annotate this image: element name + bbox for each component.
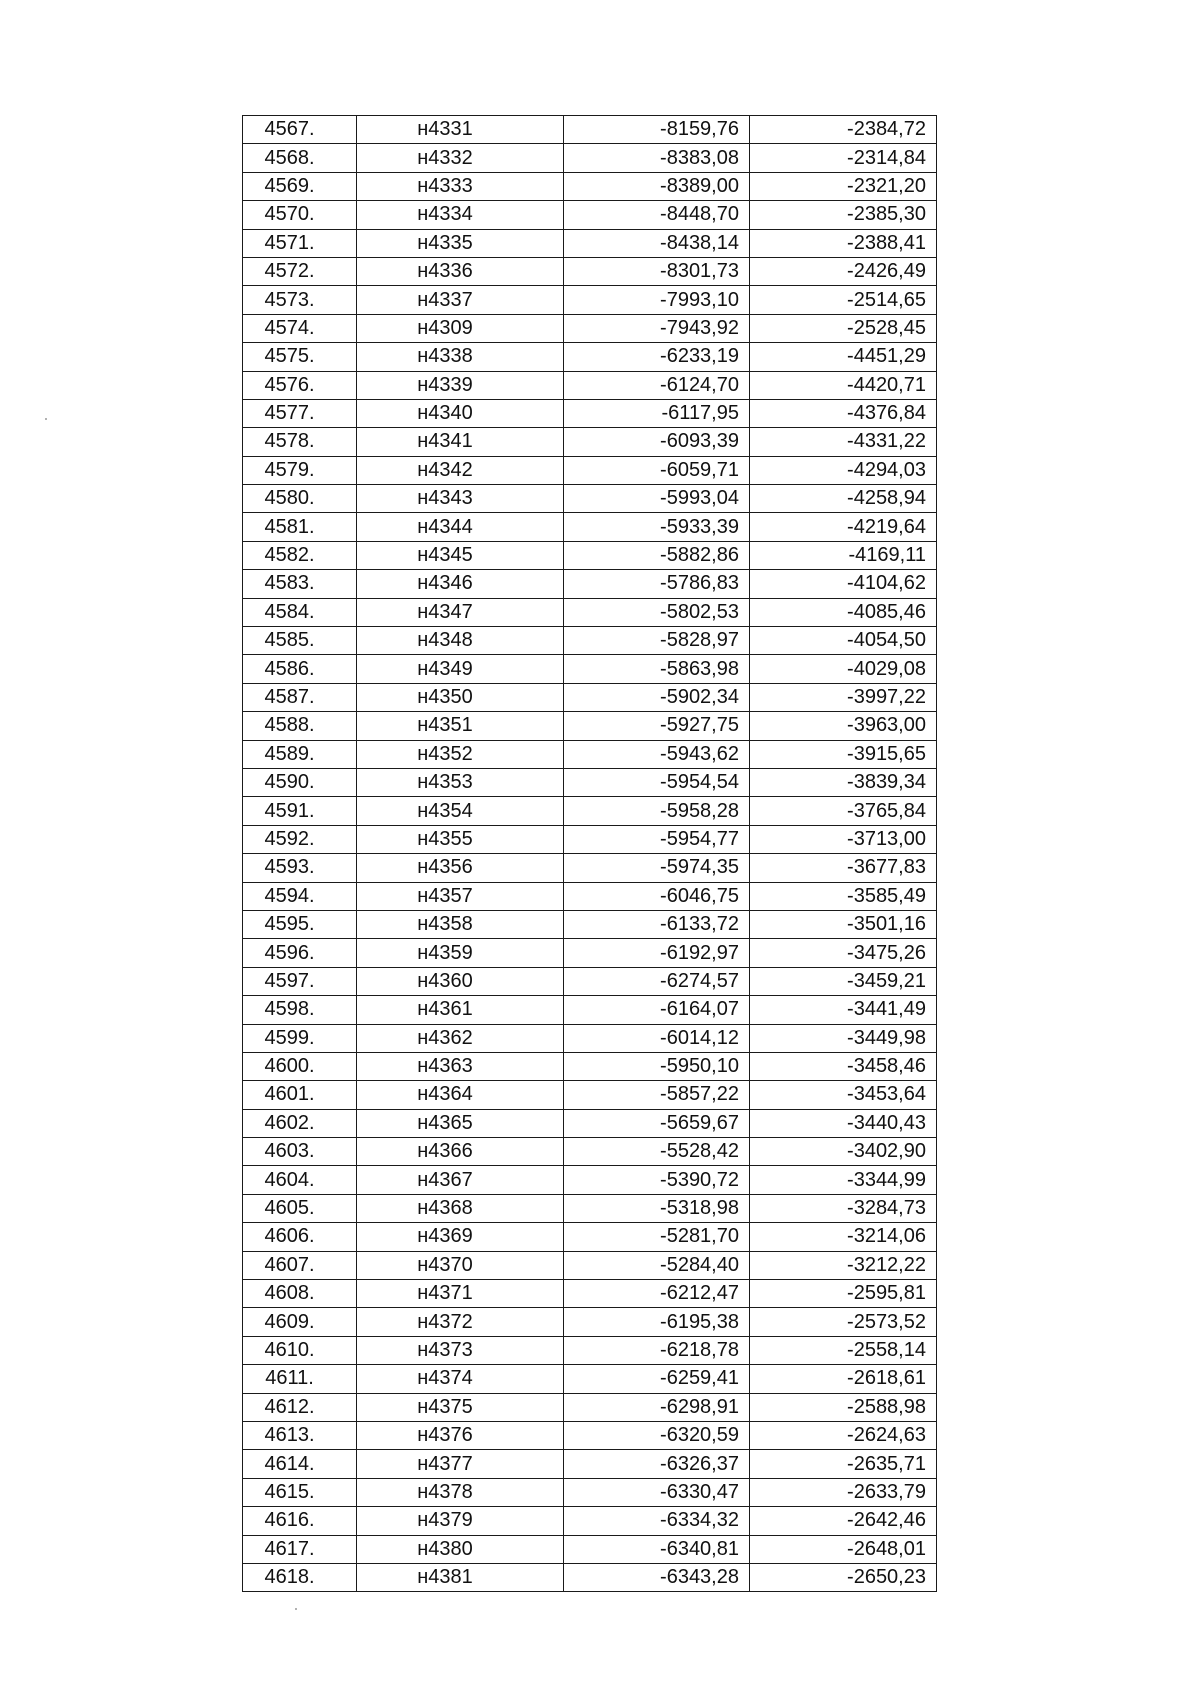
- table-row: [243, 712, 937, 740]
- point-name-cell: н4339: [357, 371, 564, 399]
- table-row: [243, 996, 937, 1024]
- point-name-cell: н4353: [357, 768, 564, 796]
- x-coordinate-cell: -6093,39: [564, 428, 750, 456]
- x-coordinate-cell: -6334,32: [564, 1507, 750, 1535]
- point-name-cell: н4365: [357, 1109, 564, 1137]
- table-row: [243, 683, 937, 711]
- y-coordinate-cell: -3453,64: [750, 1081, 937, 1109]
- point-name-cell: н4370: [357, 1251, 564, 1279]
- table-row: [243, 1194, 937, 1222]
- y-coordinate-cell: -2595,81: [750, 1280, 937, 1308]
- x-coordinate-cell: -8438,14: [564, 229, 750, 257]
- row-number-cell: 4580.: [243, 485, 357, 513]
- table-row: [243, 740, 937, 768]
- row-number-cell: 4596.: [243, 939, 357, 967]
- point-name-cell: н4354: [357, 797, 564, 825]
- y-coordinate-cell: -4219,64: [750, 513, 937, 541]
- row-number-cell: 4583.: [243, 570, 357, 598]
- row-number-cell: 4616.: [243, 1507, 357, 1535]
- table-row: [243, 1166, 937, 1194]
- point-name-cell: н4340: [357, 399, 564, 427]
- y-coordinate-cell: -4054,50: [750, 627, 937, 655]
- y-coordinate-cell: -3501,16: [750, 910, 937, 938]
- point-name-cell: н4371: [357, 1280, 564, 1308]
- y-coordinate-cell: -3713,00: [750, 825, 937, 853]
- point-name-cell: н4369: [357, 1223, 564, 1251]
- table-row: [243, 1024, 937, 1052]
- table-row: [243, 768, 937, 796]
- y-coordinate-cell: -2633,79: [750, 1478, 937, 1506]
- point-name-cell: н4336: [357, 257, 564, 285]
- row-number-cell: 4569.: [243, 172, 357, 200]
- table-row: [243, 314, 937, 342]
- table-row: [243, 655, 937, 683]
- row-number-cell: 4607.: [243, 1251, 357, 1279]
- table-row: [243, 456, 937, 484]
- scan-speck: [45, 418, 47, 420]
- x-coordinate-cell: -6298,91: [564, 1393, 750, 1421]
- point-name-cell: н4358: [357, 910, 564, 938]
- x-coordinate-cell: -5659,67: [564, 1109, 750, 1137]
- y-coordinate-cell: -2642,46: [750, 1507, 937, 1535]
- point-name-cell: н4343: [357, 485, 564, 513]
- point-name-cell: н4380: [357, 1535, 564, 1563]
- table-row: [243, 1223, 937, 1251]
- x-coordinate-cell: -5950,10: [564, 1052, 750, 1080]
- point-name-cell: н4364: [357, 1081, 564, 1109]
- row-number-cell: 4571.: [243, 229, 357, 257]
- point-name-cell: н4378: [357, 1478, 564, 1506]
- y-coordinate-cell: -4104,62: [750, 570, 937, 598]
- y-coordinate-cell: -4029,08: [750, 655, 937, 683]
- table-row: [243, 371, 937, 399]
- coordinates-table: [242, 115, 937, 1592]
- row-number-cell: 4598.: [243, 996, 357, 1024]
- y-coordinate-cell: -4376,84: [750, 399, 937, 427]
- y-coordinate-cell: -3344,99: [750, 1166, 937, 1194]
- point-name-cell: н4359: [357, 939, 564, 967]
- row-number-cell: 4567.: [243, 116, 357, 144]
- table-row: [243, 399, 937, 427]
- row-number-cell: 4594.: [243, 882, 357, 910]
- y-coordinate-cell: -3284,73: [750, 1194, 937, 1222]
- table-row: [243, 428, 937, 456]
- point-name-cell: н4338: [357, 343, 564, 371]
- table-row: [243, 201, 937, 229]
- point-name-cell: н4356: [357, 854, 564, 882]
- y-coordinate-cell: -4294,03: [750, 456, 937, 484]
- point-name-cell: н4332: [357, 144, 564, 172]
- table-row: [243, 286, 937, 314]
- point-name-cell: н4373: [357, 1336, 564, 1364]
- y-coordinate-cell: -3440,43: [750, 1109, 937, 1137]
- row-number-cell: 4587.: [243, 683, 357, 711]
- row-number-cell: 4570.: [243, 201, 357, 229]
- point-name-cell: н4346: [357, 570, 564, 598]
- point-name-cell: н4345: [357, 541, 564, 569]
- table-row: [243, 570, 937, 598]
- point-name-cell: н4333: [357, 172, 564, 200]
- table-row: [243, 910, 937, 938]
- point-name-cell: н4375: [357, 1393, 564, 1421]
- x-coordinate-cell: -5281,70: [564, 1223, 750, 1251]
- y-coordinate-cell: -4258,94: [750, 485, 937, 513]
- y-coordinate-cell: -2426,49: [750, 257, 937, 285]
- table-row: [243, 144, 937, 172]
- row-number-cell: 4603.: [243, 1138, 357, 1166]
- x-coordinate-cell: -5528,42: [564, 1138, 750, 1166]
- y-coordinate-cell: -3585,49: [750, 882, 937, 910]
- point-name-cell: н4363: [357, 1052, 564, 1080]
- x-coordinate-cell: -5954,54: [564, 768, 750, 796]
- row-number-cell: 4575.: [243, 343, 357, 371]
- x-coordinate-cell: -6059,71: [564, 456, 750, 484]
- point-name-cell: н4368: [357, 1194, 564, 1222]
- x-coordinate-cell: -6212,47: [564, 1280, 750, 1308]
- x-coordinate-cell: -5974,35: [564, 854, 750, 882]
- row-number-cell: 4614.: [243, 1450, 357, 1478]
- row-number-cell: 4584.: [243, 598, 357, 626]
- row-number-cell: 4591.: [243, 797, 357, 825]
- point-name-cell: н4347: [357, 598, 564, 626]
- row-number-cell: 4606.: [243, 1223, 357, 1251]
- y-coordinate-cell: -2618,61: [750, 1365, 937, 1393]
- y-coordinate-cell: -4331,22: [750, 428, 937, 456]
- table-row: [243, 1507, 937, 1535]
- table-row: [243, 627, 937, 655]
- point-name-cell: н4352: [357, 740, 564, 768]
- y-coordinate-cell: -3212,22: [750, 1251, 937, 1279]
- y-coordinate-cell: -3441,49: [750, 996, 937, 1024]
- table-row: [243, 1336, 937, 1364]
- x-coordinate-cell: -7993,10: [564, 286, 750, 314]
- table-row: [243, 1109, 937, 1137]
- row-number-cell: 4572.: [243, 257, 357, 285]
- row-number-cell: 4611.: [243, 1365, 357, 1393]
- row-number-cell: 4592.: [243, 825, 357, 853]
- y-coordinate-cell: -3839,34: [750, 768, 937, 796]
- coordinates-table-body: [243, 116, 937, 1592]
- y-coordinate-cell: -4085,46: [750, 598, 937, 626]
- y-coordinate-cell: -3449,98: [750, 1024, 937, 1052]
- x-coordinate-cell: -6330,47: [564, 1478, 750, 1506]
- point-name-cell: н4381: [357, 1563, 564, 1591]
- row-number-cell: 4609.: [243, 1308, 357, 1336]
- table-row: [243, 1052, 937, 1080]
- table-row: [243, 1450, 937, 1478]
- x-coordinate-cell: -6124,70: [564, 371, 750, 399]
- x-coordinate-cell: -6192,97: [564, 939, 750, 967]
- x-coordinate-cell: -8448,70: [564, 201, 750, 229]
- y-coordinate-cell: -2388,41: [750, 229, 937, 257]
- point-name-cell: н4351: [357, 712, 564, 740]
- row-number-cell: 4604.: [243, 1166, 357, 1194]
- y-coordinate-cell: -2588,98: [750, 1393, 937, 1421]
- y-coordinate-cell: -2385,30: [750, 201, 937, 229]
- point-name-cell: н4348: [357, 627, 564, 655]
- row-number-cell: 4618.: [243, 1563, 357, 1591]
- row-number-cell: 4595.: [243, 910, 357, 938]
- point-name-cell: н4334: [357, 201, 564, 229]
- point-name-cell: н4379: [357, 1507, 564, 1535]
- table-row: [243, 1563, 937, 1591]
- row-number-cell: 4577.: [243, 399, 357, 427]
- y-coordinate-cell: -3458,46: [750, 1052, 937, 1080]
- x-coordinate-cell: -5786,83: [564, 570, 750, 598]
- x-coordinate-cell: -5958,28: [564, 797, 750, 825]
- row-number-cell: 4573.: [243, 286, 357, 314]
- point-name-cell: н4337: [357, 286, 564, 314]
- y-coordinate-cell: -3677,83: [750, 854, 937, 882]
- x-coordinate-cell: -5857,22: [564, 1081, 750, 1109]
- point-name-cell: н4342: [357, 456, 564, 484]
- y-coordinate-cell: -3459,21: [750, 967, 937, 995]
- table-row: [243, 598, 937, 626]
- table-row: [243, 1308, 937, 1336]
- x-coordinate-cell: -6195,38: [564, 1308, 750, 1336]
- y-coordinate-cell: -2321,20: [750, 172, 937, 200]
- y-coordinate-cell: -2558,14: [750, 1336, 937, 1364]
- point-name-cell: н4350: [357, 683, 564, 711]
- row-number-cell: 4597.: [243, 967, 357, 995]
- x-coordinate-cell: -5828,97: [564, 627, 750, 655]
- row-number-cell: 4608.: [243, 1280, 357, 1308]
- y-coordinate-cell: -2528,45: [750, 314, 937, 342]
- table-row: [243, 967, 937, 995]
- x-coordinate-cell: -5933,39: [564, 513, 750, 541]
- row-number-cell: 4602.: [243, 1109, 357, 1137]
- table-row: [243, 1251, 937, 1279]
- x-coordinate-cell: -6046,75: [564, 882, 750, 910]
- row-number-cell: 4585.: [243, 627, 357, 655]
- row-number-cell: 4610.: [243, 1336, 357, 1364]
- table-row: [243, 229, 937, 257]
- y-coordinate-cell: -3475,26: [750, 939, 937, 967]
- row-number-cell: 4600.: [243, 1052, 357, 1080]
- table-row: [243, 343, 937, 371]
- x-coordinate-cell: -5390,72: [564, 1166, 750, 1194]
- row-number-cell: 4579.: [243, 456, 357, 484]
- y-coordinate-cell: -4420,71: [750, 371, 937, 399]
- x-coordinate-cell: -6340,81: [564, 1535, 750, 1563]
- point-name-cell: н4377: [357, 1450, 564, 1478]
- table-row: [243, 797, 937, 825]
- row-number-cell: 4593.: [243, 854, 357, 882]
- x-coordinate-cell: -5802,53: [564, 598, 750, 626]
- point-name-cell: н4357: [357, 882, 564, 910]
- table-row: [243, 1138, 937, 1166]
- y-coordinate-cell: -2650,23: [750, 1563, 937, 1591]
- table-row: [243, 1365, 937, 1393]
- x-coordinate-cell: -6274,57: [564, 967, 750, 995]
- y-coordinate-cell: -3214,06: [750, 1223, 937, 1251]
- point-name-cell: н4366: [357, 1138, 564, 1166]
- row-number-cell: 4612.: [243, 1393, 357, 1421]
- table-row: [243, 257, 937, 285]
- row-number-cell: 4590.: [243, 768, 357, 796]
- row-number-cell: 4582.: [243, 541, 357, 569]
- table-row: [243, 1421, 937, 1449]
- point-name-cell: н4331: [357, 116, 564, 144]
- y-coordinate-cell: -3765,84: [750, 797, 937, 825]
- scan-speck: [295, 1608, 297, 1610]
- y-coordinate-cell: -3997,22: [750, 683, 937, 711]
- table-row: [243, 882, 937, 910]
- point-name-cell: н4362: [357, 1024, 564, 1052]
- row-number-cell: 4568.: [243, 144, 357, 172]
- x-coordinate-cell: -6014,12: [564, 1024, 750, 1052]
- table-row: [243, 172, 937, 200]
- x-coordinate-cell: -8301,73: [564, 257, 750, 285]
- table-row: [243, 485, 937, 513]
- row-number-cell: 4574.: [243, 314, 357, 342]
- row-number-cell: 4617.: [243, 1535, 357, 1563]
- y-coordinate-cell: -2384,72: [750, 116, 937, 144]
- x-coordinate-cell: -5927,75: [564, 712, 750, 740]
- point-name-cell: н4374: [357, 1365, 564, 1393]
- y-coordinate-cell: -3963,00: [750, 712, 937, 740]
- x-coordinate-cell: -8159,76: [564, 116, 750, 144]
- table-row: [243, 1081, 937, 1109]
- table-row: [243, 939, 937, 967]
- x-coordinate-cell: -6320,59: [564, 1421, 750, 1449]
- x-coordinate-cell: -6326,37: [564, 1450, 750, 1478]
- row-number-cell: 4589.: [243, 740, 357, 768]
- row-number-cell: 4613.: [243, 1421, 357, 1449]
- point-name-cell: н4372: [357, 1308, 564, 1336]
- point-name-cell: н4344: [357, 513, 564, 541]
- x-coordinate-cell: -8383,08: [564, 144, 750, 172]
- x-coordinate-cell: -5882,86: [564, 541, 750, 569]
- row-number-cell: 4581.: [243, 513, 357, 541]
- point-name-cell: н4361: [357, 996, 564, 1024]
- x-coordinate-cell: -6218,78: [564, 1336, 750, 1364]
- x-coordinate-cell: -5993,04: [564, 485, 750, 513]
- row-number-cell: 4578.: [243, 428, 357, 456]
- table-row: [243, 541, 937, 569]
- y-coordinate-cell: -2635,71: [750, 1450, 937, 1478]
- y-coordinate-cell: -4451,29: [750, 343, 937, 371]
- row-number-cell: 4599.: [243, 1024, 357, 1052]
- table-row: [243, 1478, 937, 1506]
- x-coordinate-cell: -6164,07: [564, 996, 750, 1024]
- x-coordinate-cell: -6133,72: [564, 910, 750, 938]
- point-name-cell: н4349: [357, 655, 564, 683]
- point-name-cell: н4376: [357, 1421, 564, 1449]
- x-coordinate-cell: -5863,98: [564, 655, 750, 683]
- y-coordinate-cell: -2573,52: [750, 1308, 937, 1336]
- x-coordinate-cell: -6343,28: [564, 1563, 750, 1591]
- table-row: [243, 513, 937, 541]
- table-row: [243, 116, 937, 144]
- row-number-cell: 4605.: [243, 1194, 357, 1222]
- point-name-cell: н4341: [357, 428, 564, 456]
- y-coordinate-cell: -3402,90: [750, 1138, 937, 1166]
- x-coordinate-cell: -6117,95: [564, 399, 750, 427]
- x-coordinate-cell: -5902,34: [564, 683, 750, 711]
- row-number-cell: 4588.: [243, 712, 357, 740]
- x-coordinate-cell: -6233,19: [564, 343, 750, 371]
- point-name-cell: н4367: [357, 1166, 564, 1194]
- point-name-cell: н4335: [357, 229, 564, 257]
- x-coordinate-cell: -8389,00: [564, 172, 750, 200]
- row-number-cell: 4576.: [243, 371, 357, 399]
- row-number-cell: 4601.: [243, 1081, 357, 1109]
- table-row: [243, 854, 937, 882]
- x-coordinate-cell: -7943,92: [564, 314, 750, 342]
- point-name-cell: н4309: [357, 314, 564, 342]
- row-number-cell: 4586.: [243, 655, 357, 683]
- row-number-cell: 4615.: [243, 1478, 357, 1506]
- point-name-cell: н4355: [357, 825, 564, 853]
- x-coordinate-cell: -5943,62: [564, 740, 750, 768]
- y-coordinate-cell: -2648,01: [750, 1535, 937, 1563]
- point-name-cell: н4360: [357, 967, 564, 995]
- y-coordinate-cell: -2314,84: [750, 144, 937, 172]
- y-coordinate-cell: -4169,11: [750, 541, 937, 569]
- x-coordinate-cell: -6259,41: [564, 1365, 750, 1393]
- x-coordinate-cell: -5284,40: [564, 1251, 750, 1279]
- x-coordinate-cell: -5318,98: [564, 1194, 750, 1222]
- y-coordinate-cell: -2514,65: [750, 286, 937, 314]
- y-coordinate-cell: -3915,65: [750, 740, 937, 768]
- table-row: [243, 1280, 937, 1308]
- table-row: [243, 1535, 937, 1563]
- table-row: [243, 825, 937, 853]
- table-row: [243, 1393, 937, 1421]
- x-coordinate-cell: -5954,77: [564, 825, 750, 853]
- y-coordinate-cell: -2624,63: [750, 1421, 937, 1449]
